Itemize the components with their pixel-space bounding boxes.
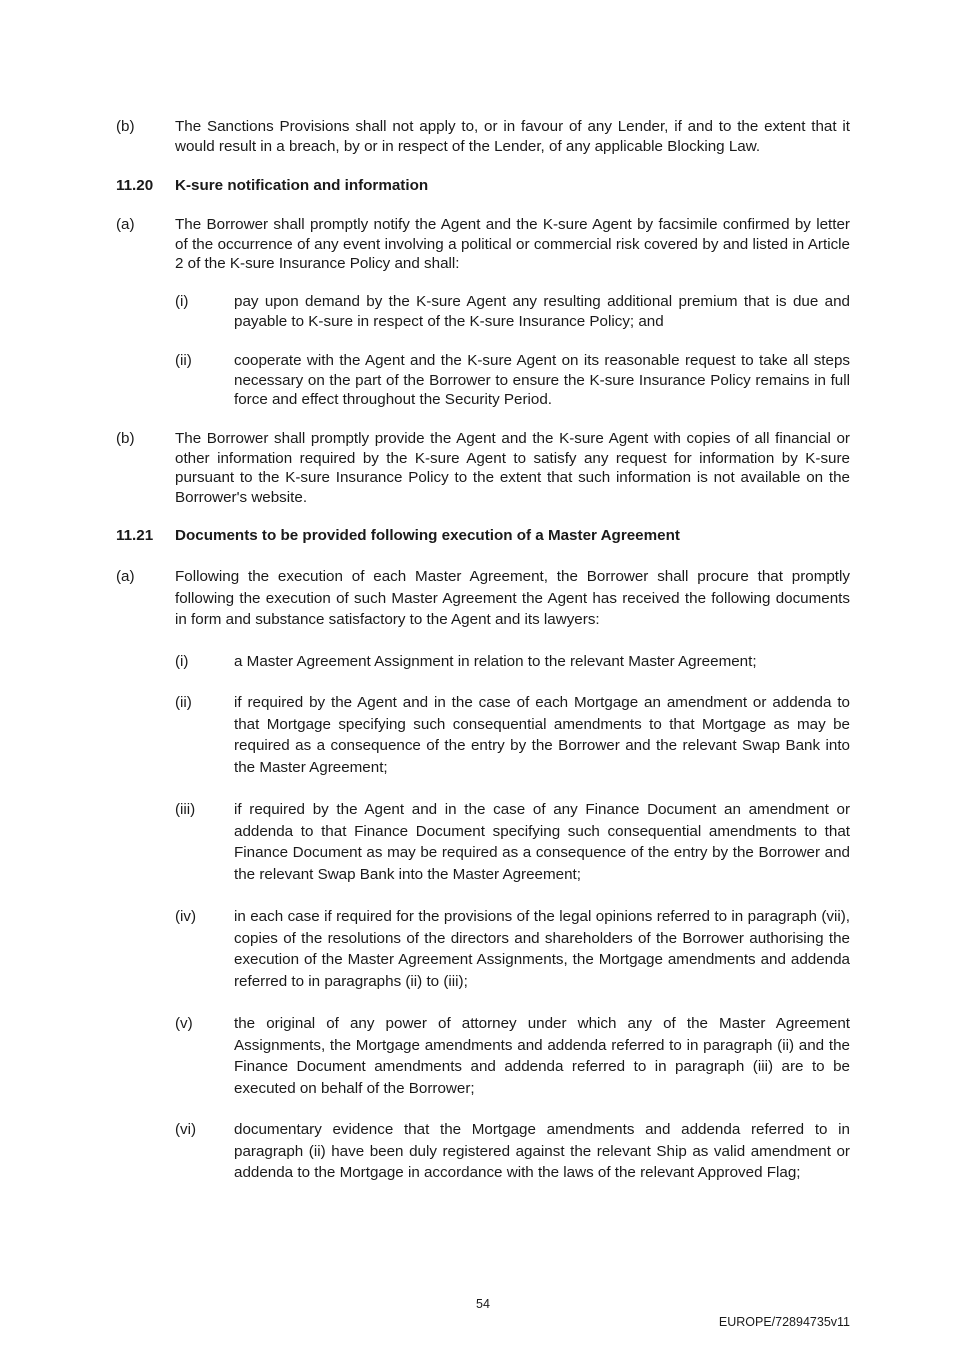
- subclause-number: (i): [175, 293, 189, 310]
- subclause-text: if required by the Agent and in the case of each Mortgage an amendment or addenda to that Mortgage specifying such consequential amendments to that Mortgage as may be required as a consequence of the entry by the Borrower and the relevant Swap Bank into the Master Agreement;: [234, 694, 850, 776]
- subclause-ii-mortgage: [175, 692, 850, 778]
- subclause-number: (iv): [175, 908, 197, 925]
- subclause-text: in each case if required for the provisions of the legal opinions referred to in paragraph (vii), copies of the resolutions of the directors and shareholders of the Borrower authorising the execution of the Master Agreement Assignments, the Mortgage amendments and addenda referred to in paragraphs (ii) to (iii);: [234, 908, 850, 990]
- clause-b-sanctions: [116, 117, 850, 156]
- section-heading-11-20: [116, 176, 428, 196]
- clause-text: Following the execution of each Master Agreement, the Borrower shall procure that promptly following the execution of such Master Agreement the Agent has received the following documents in form and substance satisfactory to the Agent and its lawyers:: [175, 568, 850, 629]
- subclause-number: (ii): [175, 694, 192, 711]
- subclause-iv-resolutions: [175, 906, 850, 992]
- clause-number: (a): [116, 568, 135, 585]
- clause-a-ksure-notify: [116, 215, 850, 274]
- section-number: 11.20: [116, 177, 154, 194]
- subclause-text: a Master Agreement Assignment in relation to the relevant Master Agreement;: [234, 653, 757, 670]
- subclause-ii-cooperate: [175, 351, 850, 410]
- subclause-vi-evidence: [175, 1119, 850, 1184]
- subclause-number: (v): [175, 1015, 193, 1032]
- clause-number: (a): [116, 216, 135, 233]
- clause-a-master-agreement: [116, 566, 850, 631]
- document-reference: EUROPE/72894735v11: [718, 1315, 850, 1329]
- subclause-i-premium: [175, 292, 850, 331]
- subclause-number: (iii): [175, 801, 196, 818]
- section-title: Documents to be provided following execution of a Master Agreement: [175, 527, 680, 544]
- subclause-v-power-of-attorney: [175, 1013, 850, 1099]
- subclause-text: if required by the Agent and in the case of any Finance Document an amendment or addenda to that Finance Document specifying such consequential amendments to that Finance Document as may be required as a consequence of the entry by the Borrower and the relevant Swap Bank into the Master Agreement;: [234, 801, 850, 883]
- section-number: 11.21: [116, 527, 154, 544]
- clause-text: The Borrower shall promptly notify the Agent and the K-sure Agent by facsimile confirmed by letter of the occurrence of any event involving a political or commercial risk covered by and listed in Article 2 of the K-sure Insurance Policy and shall:: [175, 216, 850, 273]
- page-number: 54: [476, 1297, 490, 1311]
- clause-text: The Borrower shall promptly provide the Agent and the K-sure Agent with copies of all financial or other information required by the K-sure Agent to satisfy any request for information by K-sure pursuant to the K-sure Insurance Policy to the extent that such information is not available on the Borrower's website.: [175, 430, 850, 506]
- subclause-number: (ii): [175, 352, 192, 369]
- clause-number: (b): [116, 430, 135, 447]
- subclause-iii-finance-document: [175, 799, 850, 885]
- subclause-text: documentary evidence that the Mortgage amendments and addenda referred to in paragraph (ii) have been duly registered against the relevant Ship as valid amendment or addenda to the Mortgage in accordance with the laws of the relevant Approved Flag;: [234, 1121, 850, 1182]
- section-title: K-sure notification and information: [175, 177, 429, 194]
- subclause-text: pay upon demand by the K-sure Agent any resulting additional premium that is due and payable to K-sure in respect of the K-sure Insurance Policy; and: [234, 293, 850, 330]
- subclause-number: (i): [175, 653, 189, 670]
- subclause-text: the original of any power of attorney under which any of the Master Agreement Assignments, the Mortgage amendments and addenda referred to in paragraph (ii) and the Finance Document amendments and addenda referred to in paragraph (iii) are to be executed on behalf of the Borrower;: [234, 1015, 850, 1097]
- subclause-number: (vi): [175, 1121, 197, 1138]
- clause-b-ksure-information: [116, 429, 850, 507]
- clause-text: The Sanctions Provisions shall not apply to, or in favour of any Lender, if and to the extent that it would result in a breach, by or in respect of the Lender, of any applicable Blocking Law.: [175, 118, 850, 155]
- clause-number: (b): [116, 118, 135, 135]
- section-heading-11-21: [116, 526, 680, 546]
- subclause-text: cooperate with the Agent and the K-sure Agent on its reasonable request to take all steps necessary on the part of the Borrower to ensure the K-sure Insurance Policy remains in full force and effect throughout the Security Period.: [234, 352, 850, 409]
- subclause-i-assignment: [175, 651, 850, 673]
